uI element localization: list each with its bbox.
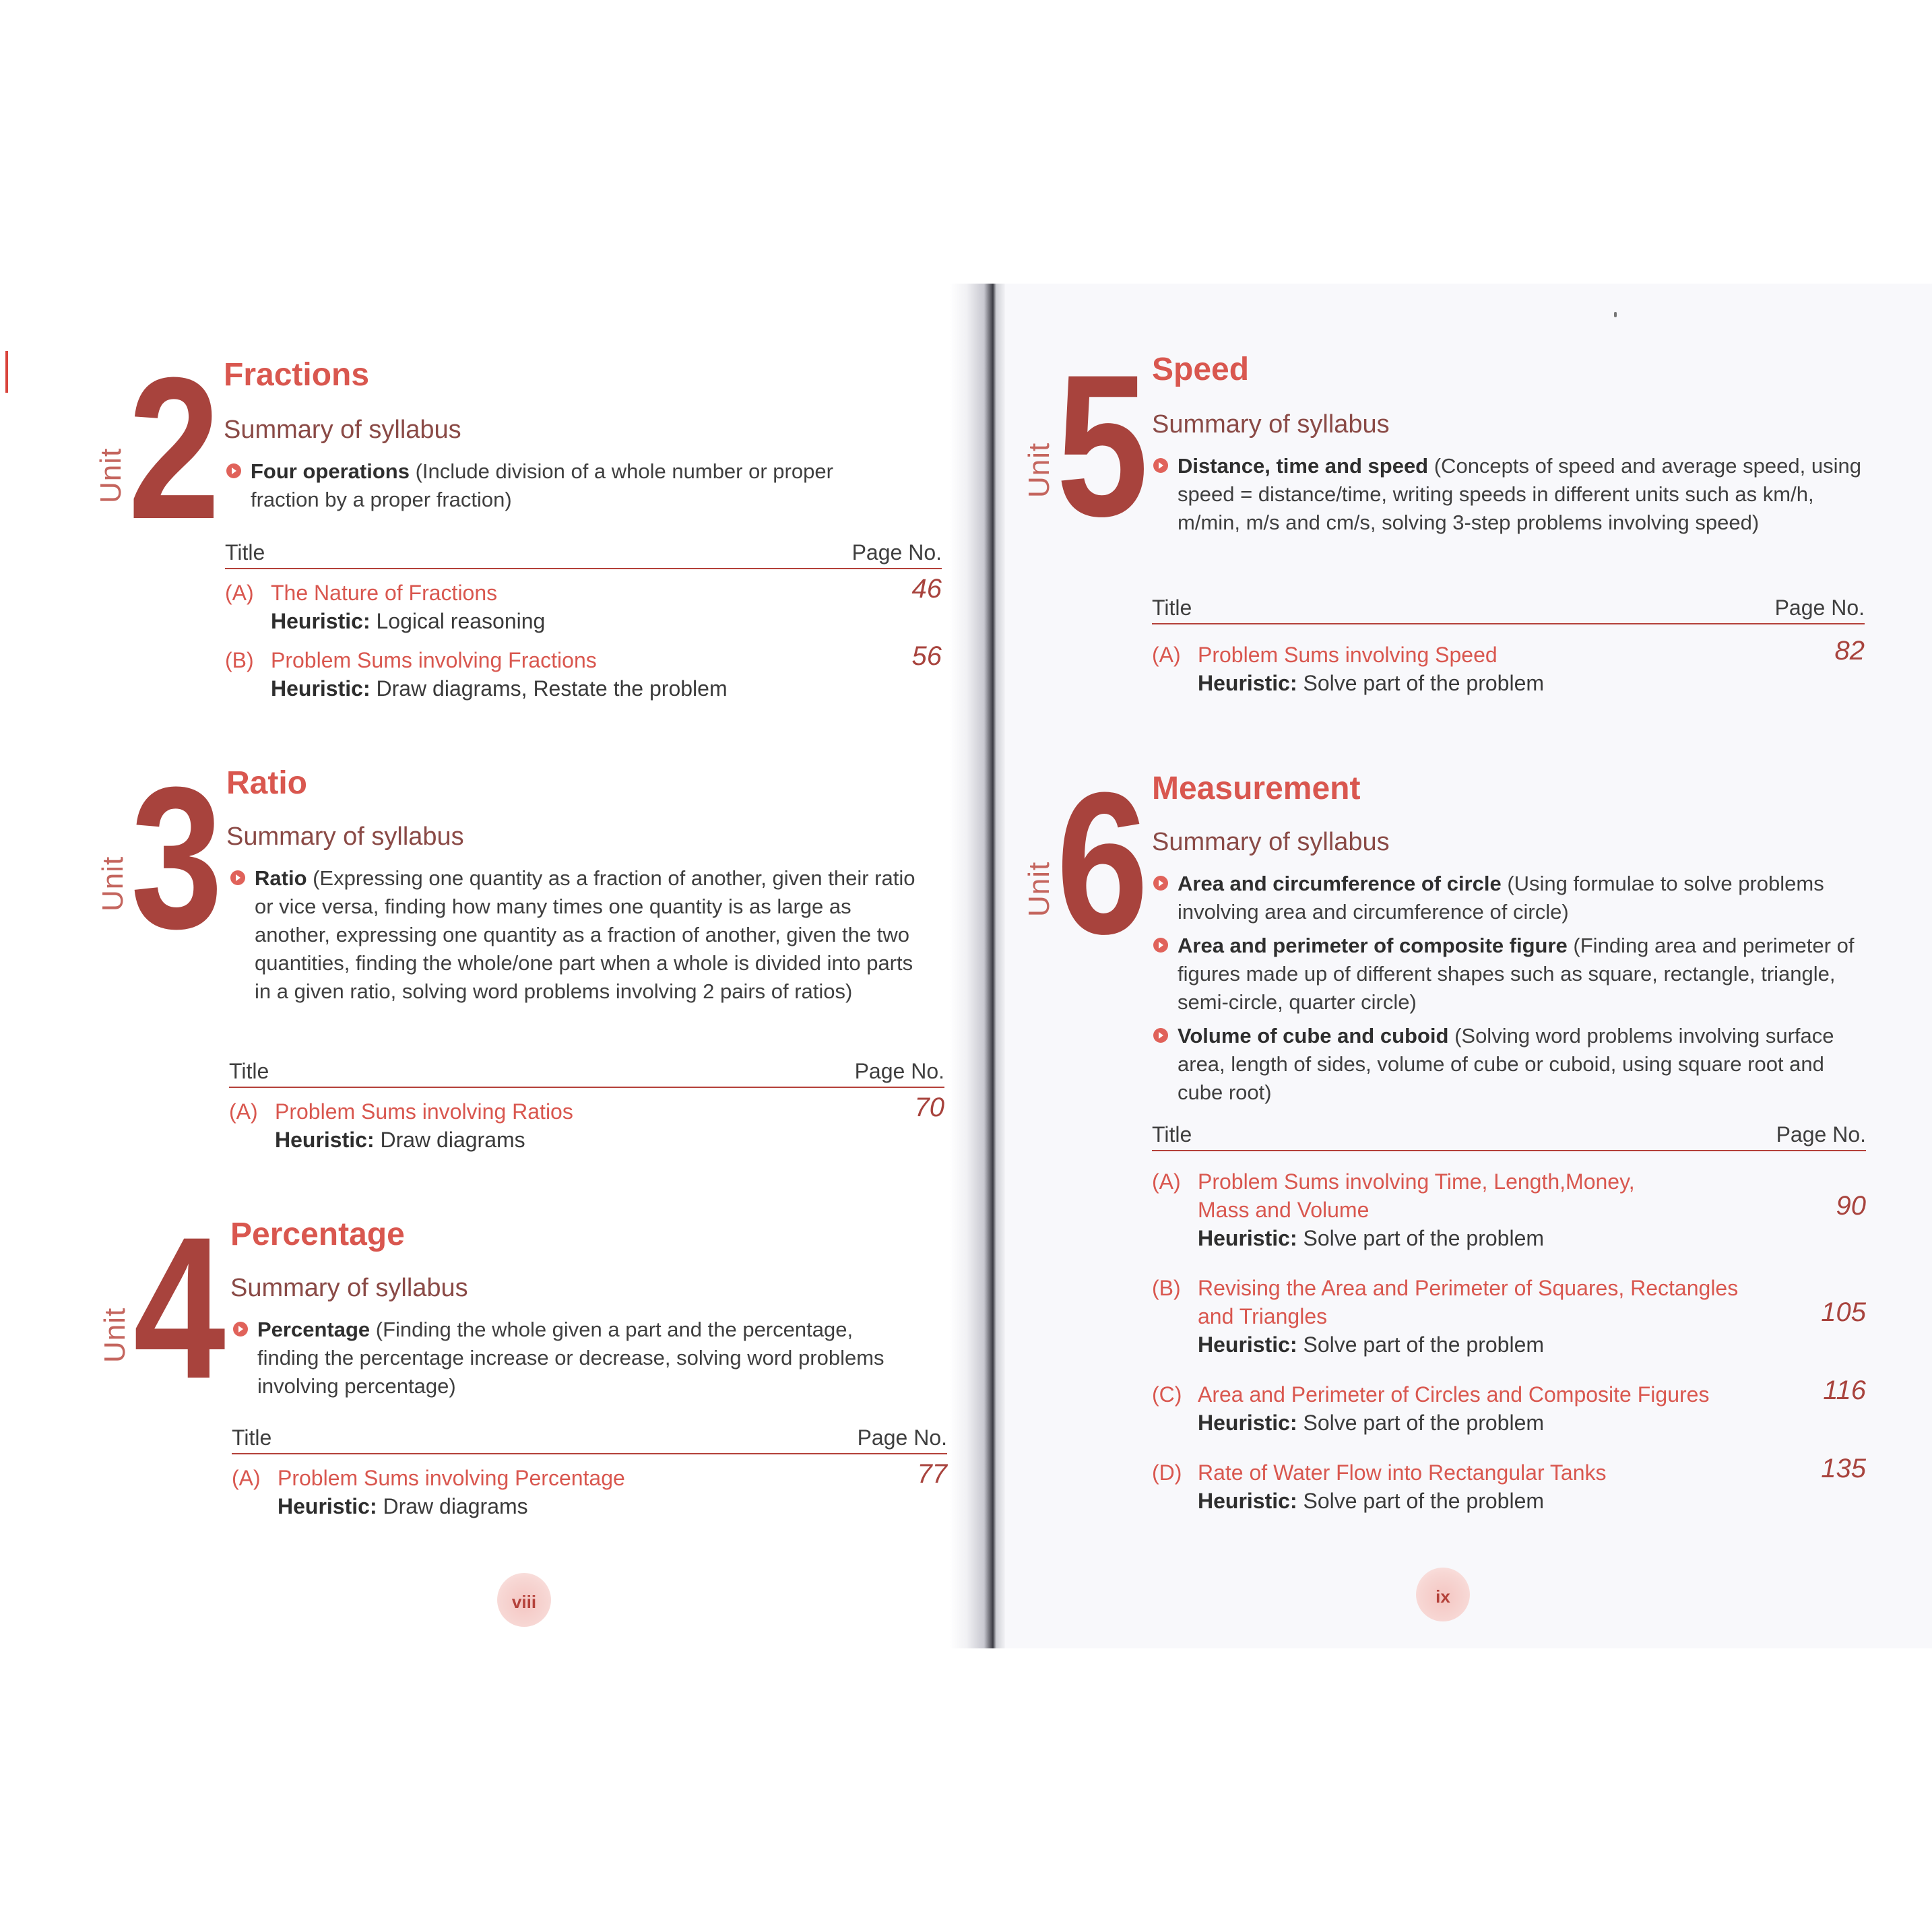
row-letter: (A) (1152, 643, 1181, 667)
unit-label: Unit (1023, 861, 1056, 917)
row-letter: (A) (1152, 1169, 1181, 1194)
table-header (1152, 593, 1865, 624)
unit-title: Percentage (230, 1217, 405, 1252)
row-title-link[interactable]: Problem Sums involving Percentage (278, 1466, 625, 1490)
bullet-icon (1153, 938, 1168, 953)
row-heuristic: Heuristic: Draw diagrams (275, 1128, 525, 1152)
unit-number: 5 (1056, 332, 1149, 558)
row-heuristic: Heuristic: Solve part of the problem (1198, 1489, 1545, 1513)
column-title: Title (229, 1059, 269, 1083)
row-title-link[interactable]: The Nature of Fractions (271, 581, 498, 605)
page-number-badge: viii (497, 1573, 551, 1627)
row-page-number: 135 (1821, 1454, 1866, 1483)
bullet-description: (Expressing one quantity as a fraction of another, given their ratio or vice versa, finding how many times one quantity is as large as another, expressing one quantity as a fraction of another, given the two quantities, finding the whole/one part when a whole is divided into parts in a given ratio, solving word problems involving 2 pairs of ratios) (255, 866, 915, 1003)
table-row[interactable] (1152, 636, 1865, 697)
syllabus-bullet (1178, 1022, 1865, 1107)
row-letter: (D) (1152, 1460, 1182, 1485)
contents-table (1152, 1120, 1866, 1515)
table-row[interactable] (1152, 1376, 1866, 1437)
right-page (1005, 284, 1932, 1648)
unit-number: 3 (131, 744, 223, 971)
bullet-icon (1153, 458, 1168, 473)
column-page-no: Page No. (857, 1425, 947, 1450)
bullet-icon (226, 463, 241, 478)
row-letter: (B) (1152, 1276, 1181, 1300)
row-page-number: 56 (911, 641, 942, 671)
row-heuristic: Heuristic: Draw diagrams (278, 1494, 528, 1518)
unit-title: Speed (1152, 352, 1250, 387)
row-page-number: 46 (911, 574, 942, 604)
bullet-icon (233, 1322, 248, 1337)
row-title-link[interactable]: Revising the Area and Perimeter of Squares, Rectangles and Triangles (1198, 1276, 1739, 1328)
row-title-link[interactable]: Problem Sums involving Ratios (275, 1099, 573, 1124)
syllabus-bullet (1178, 452, 1878, 537)
bullet-icon (1153, 1028, 1168, 1043)
row-title-link[interactable]: Rate of Water Flow into Rectangular Tanks (1198, 1460, 1607, 1485)
summary-heading: Summary of syllabus (230, 1274, 468, 1302)
table-header (229, 1057, 944, 1088)
contents-table (1152, 593, 1865, 697)
bullet-description: (Finding the whole given a part and the percentage, finding the percentage increase or decrease, solving word problems involving percentage) (257, 1318, 884, 1398)
row-heuristic: Heuristic: Solve part of the problem (1198, 1411, 1545, 1435)
row-letter: (A) (225, 581, 254, 605)
unit-number: 2 (128, 335, 220, 561)
row-heuristic: Heuristic: Solve part of the problem (1198, 671, 1545, 695)
column-page-no: Page No. (851, 540, 942, 565)
column-page-no: Page No. (854, 1059, 944, 1083)
row-page-number: 77 (917, 1459, 947, 1489)
bullet-topic: Volume of cube and cuboid (1178, 1024, 1449, 1048)
row-heuristic: Heuristic: Logical reasoning (271, 609, 546, 633)
summary-heading: Summary of syllabus (226, 823, 464, 851)
column-page-no: Page No. (1774, 595, 1865, 620)
bullet-description: (Finding area and perimeter of figures made up of different shapes such as square, rectangle, triangle, semi-circle, quarter circle) (1178, 934, 1855, 1014)
bullet-description: (Include division of a whole number or proper fraction by a proper fraction) (251, 459, 833, 511)
contents-table (225, 538, 942, 703)
unit-label: Unit (96, 856, 129, 911)
page-number-badge: ix (1416, 1568, 1470, 1621)
table-row[interactable] (232, 1459, 947, 1520)
row-page-number: 70 (914, 1093, 944, 1122)
bullet-topic: Distance, time and speed (1178, 454, 1429, 478)
row-heuristic: Heuristic: Draw diagrams, Restate the problem (271, 676, 728, 701)
bullet-description: (Using formulae to solve problems involving area and circumference of circle) (1178, 872, 1824, 924)
row-title-link[interactable]: Problem Sums involving Time, Length,Money, Mass and Volume (1198, 1169, 1635, 1222)
bullet-topic: Ratio (255, 866, 307, 890)
bullet-description: (Concepts of speed and average speed, using speed = distance/time, writing speeds in different units such as km/h, m/min, m/s and cm/s, solving 3-step problems involving speed) (1178, 454, 1861, 534)
bullet-topic: Area and circumference of circle (1178, 872, 1502, 895)
row-title-link[interactable]: Problem Sums involving Fractions (271, 648, 597, 672)
table-row[interactable] (229, 1093, 944, 1154)
unit-label: Unit (94, 447, 127, 503)
table-header (1152, 1120, 1866, 1151)
unit-label: Unit (1023, 442, 1056, 498)
unit-title: Measurement (1152, 771, 1361, 806)
bullet-icon (1153, 876, 1168, 891)
column-title: Title (1152, 595, 1192, 620)
bullet-icon (230, 870, 245, 885)
unit-label: Unit (98, 1307, 131, 1363)
column-title: Title (1152, 1122, 1192, 1147)
unit-number: 4 (133, 1194, 226, 1421)
contents-table (232, 1423, 947, 1520)
bullet-topic: Percentage (257, 1318, 371, 1341)
scan-speck (1614, 312, 1617, 317)
syllabus-bullet (251, 457, 891, 514)
row-page-number: 90 (1836, 1191, 1866, 1221)
row-letter: (B) (225, 648, 254, 672)
table-row[interactable] (225, 641, 942, 703)
summary-heading: Summary of syllabus (224, 416, 461, 444)
row-letter: (C) (1152, 1382, 1182, 1407)
left-page (0, 284, 950, 1648)
row-page-number: 105 (1821, 1297, 1866, 1327)
syllabus-bullet (1178, 870, 1865, 926)
column-title: Title (232, 1425, 272, 1450)
summary-heading: Summary of syllabus (1152, 828, 1390, 856)
table-header (232, 1423, 947, 1454)
unit-number: 6 (1056, 750, 1149, 976)
book-gutter (950, 284, 1005, 1648)
row-letter: (A) (229, 1099, 258, 1124)
column-title: Title (225, 540, 265, 565)
unit-title: Ratio (226, 765, 307, 801)
row-heuristic: Heuristic: Solve part of the problem (1198, 1332, 1545, 1357)
table-row[interactable] (1152, 1274, 1866, 1359)
book-spread (0, 284, 1932, 1648)
row-title-link[interactable]: Problem Sums involving Speed (1198, 643, 1498, 667)
row-title-link[interactable]: Area and Perimeter of Circles and Composite Figures (1198, 1382, 1710, 1407)
syllabus-bullet (1178, 932, 1865, 1017)
row-letter: (A) (232, 1466, 261, 1490)
bullet-topic: Four operations (251, 459, 410, 483)
row-page-number: 116 (1823, 1376, 1866, 1405)
bullet-description: (Solving word problems involving surface area, length of sides, volume of cube or cuboid, using square root and cube root) (1178, 1024, 1834, 1104)
contents-table (229, 1057, 944, 1154)
row-heuristic: Heuristic: Solve part of the problem (1198, 1226, 1545, 1250)
table-header (225, 538, 942, 569)
row-page-number: 82 (1834, 636, 1865, 666)
table-row[interactable] (1152, 1454, 1866, 1515)
table-row[interactable] (1152, 1167, 1866, 1252)
unit-title: Fractions (224, 357, 370, 393)
summary-heading: Summary of syllabus (1152, 410, 1390, 439)
column-page-no: Page No. (1776, 1122, 1866, 1147)
syllabus-bullet (257, 1316, 917, 1400)
table-row[interactable] (225, 574, 942, 635)
bullet-topic: Area and perimeter of composite figure (1178, 934, 1568, 957)
syllabus-bullet (255, 864, 922, 1006)
